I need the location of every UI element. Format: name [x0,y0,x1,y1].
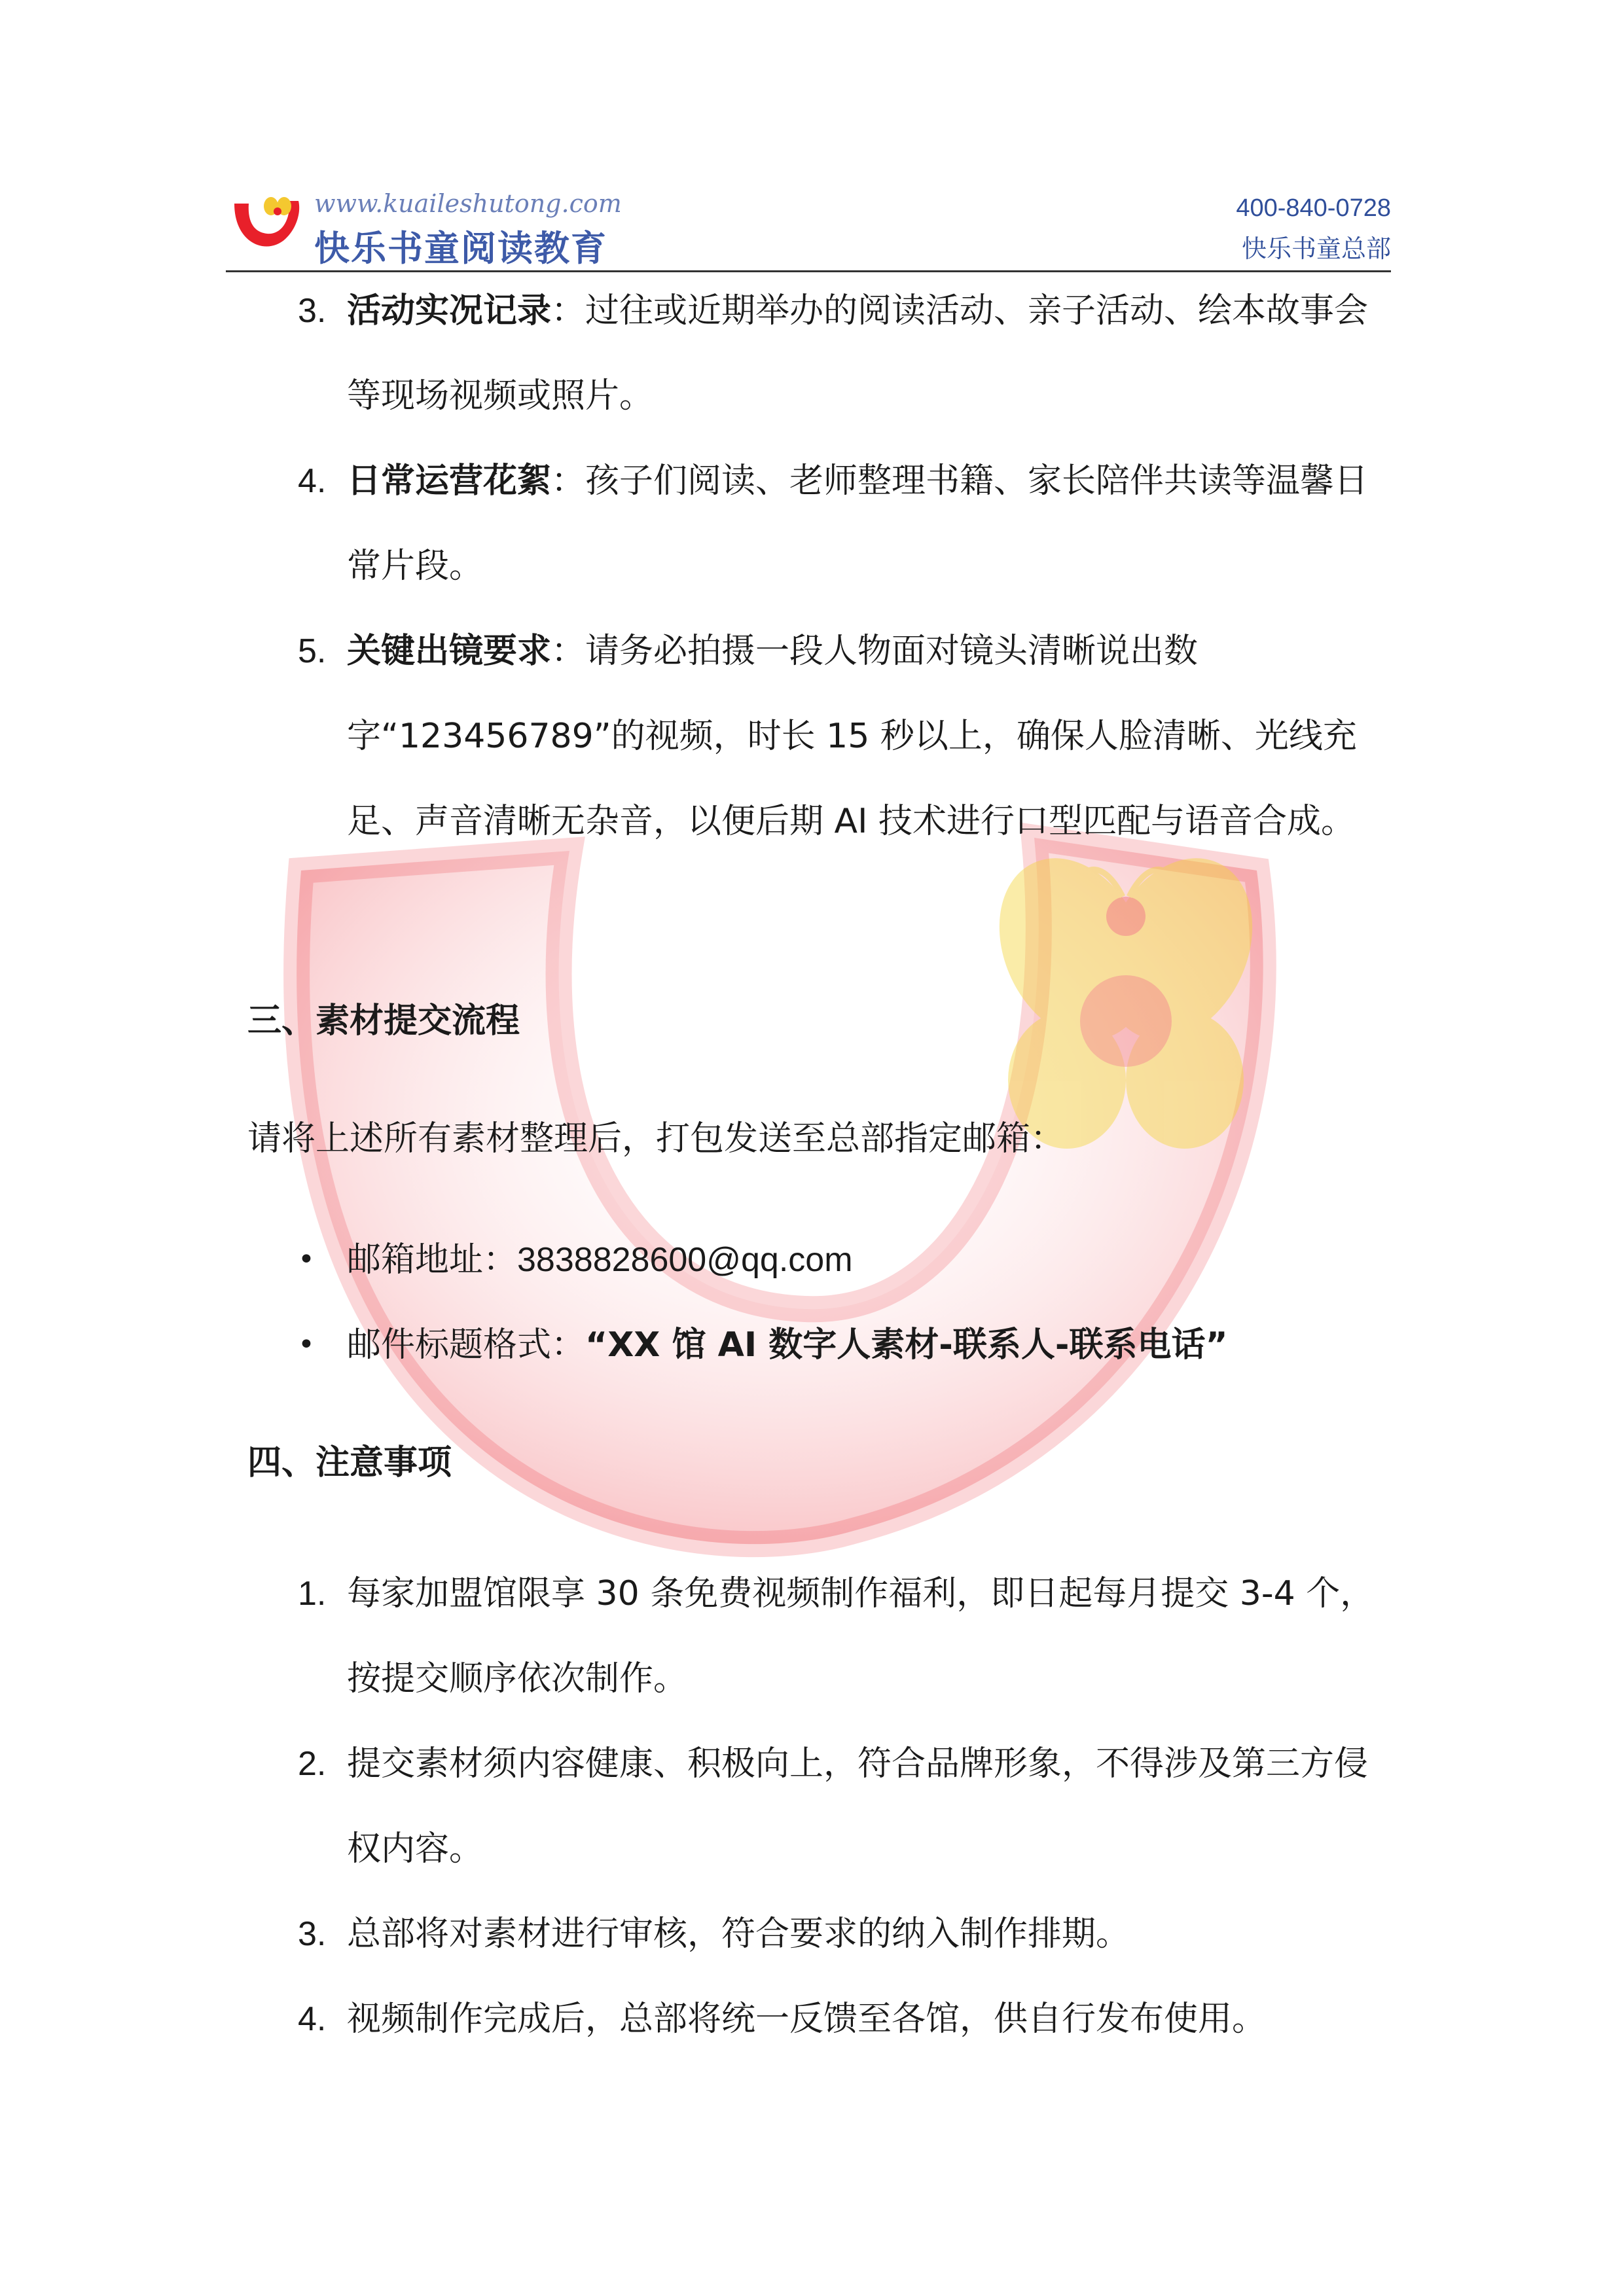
list-number: 2. [298,1745,327,1783]
list-number: 1. [298,1575,327,1613]
item-label: 活动实况记录 [347,291,552,331]
header-phone: 400-840-0728 [1236,194,1391,222]
email-address[interactable]: 3838828600@qq.com [517,1241,853,1279]
item-text: ：请务必拍摄一段人物面对镜头清晰说出数字“123456789”的视频，时长 15 秒以上，确保人脸清晰、光线充足、声音清晰无杂音，以便后期 AI 技术进行口型匹配与语音合成。 [347,632,1357,841]
item-text: 每家加盟馆限享 30 条免费视频制作福利，即日起每月提交 3-4 个，按提交顺序依次制作。 [347,1574,1375,1698]
subject-format: “XX 馆 AI 数字人素材-联系人-联系电话” [585,1325,1228,1365]
bullet-icon: • [298,1243,315,1276]
list-number: 4. [298,462,327,500]
item-label: 日常运营花絮 [347,461,552,501]
section-heading: 三、素材提交流程 [247,1001,520,1041]
brand-name: 快乐书童阅读教育 [314,228,607,269]
list-number: 3. [298,1915,327,1953]
item-text: 提交素材须内容健康、积极向上，符合品牌形象，不得涉及第三方侵权内容。 [347,1744,1369,1869]
item-text: ：过往或近期举办的阅读活动、亲子活动、绘本故事会等现场视频或照片。 [347,291,1369,416]
item-text: 总部将对素材进行审核，符合要求的纳入制作排期。 [347,1914,1130,1954]
page-header [226,187,1391,272]
list-number: 5. [298,632,327,670]
item-text: 视频制作完成后，总部将统一反馈至各馆，供自行发布使用。 [347,2000,1267,2039]
list-number: 3. [298,292,327,330]
list-number: 4. [298,2000,327,2038]
email-label: 邮箱地址： [347,1240,518,1280]
bullet-icon: • [298,1328,315,1361]
subject-label: 邮件标题格式： [347,1325,586,1365]
item-label: 关键出镜要求 [347,632,552,671]
item-text: ：孩子们阅读、老师整理书籍、家长陪伴共读等温馨日常片段。 [347,461,1369,586]
header-office: 快乐书童总部 [1241,236,1391,263]
section-intro: 请将上述所有素材整理后，打包发送至总部指定邮箱： [247,1119,1065,1158]
section-heading: 四、注意事项 [247,1443,452,1482]
brand-logo-icon [229,192,308,257]
brand-website: www.kuaileshutong.com [314,189,622,218]
